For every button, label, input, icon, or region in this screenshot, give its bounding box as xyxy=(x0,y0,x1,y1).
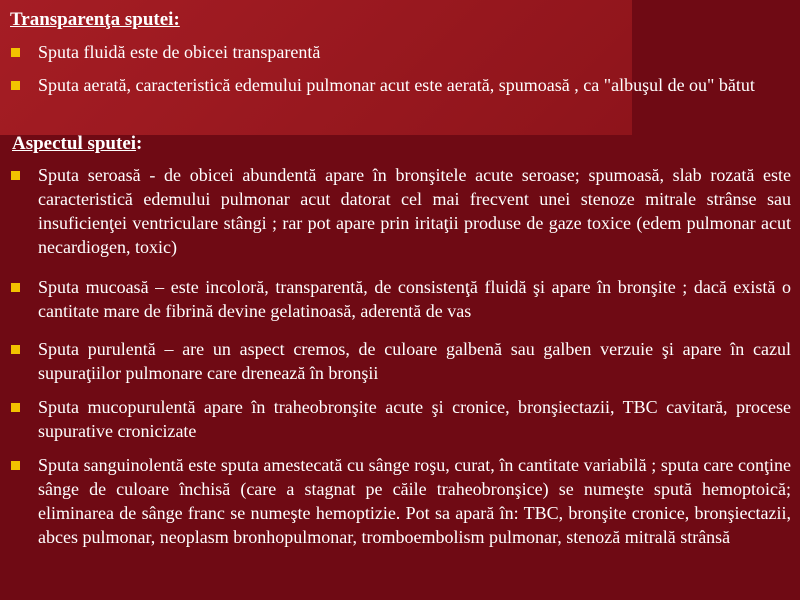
square-bullet-icon xyxy=(11,81,20,90)
item-text: Sputa seroasă - de obicei abundentă apare în bronşitele acute seroase; spumoasă, slab rozată este caracteristică edemului pulmonar acut datorat cel mai frecvent unei stenoze mitrale strânse sau insuficienţei ventriculare stângi ; rar pot apare prin iritaţii produse de gaze toxice (edem pulmonar acut necardiogen, toxic) xyxy=(38,165,791,257)
list-item xyxy=(11,395,791,443)
square-bullet-icon xyxy=(11,171,20,180)
list-item xyxy=(11,275,791,323)
square-bullet-icon xyxy=(11,283,20,292)
square-bullet-icon xyxy=(11,461,20,470)
list-item xyxy=(11,73,791,97)
item-text: Sputa aerată, caracteristică edemului pulmonar acut este aerată, spumoasă , ca "albuşul de ou" bătut xyxy=(38,75,755,95)
heading-aspect-text: Aspectul sputei xyxy=(12,133,137,154)
square-bullet-icon xyxy=(11,403,20,412)
list-item xyxy=(11,453,791,549)
list-item xyxy=(11,163,791,259)
item-text: Sputa fluidă este de obicei transparentă xyxy=(38,42,321,62)
heading-aspect-suffix: : xyxy=(136,133,143,154)
square-bullet-icon xyxy=(11,345,20,354)
item-text: Sputa purulentă – are un aspect cremos, de culoare galbenă sau galben verzuie şi apare în cazul supuraţiilor pulmonare care drenează în bronşii xyxy=(38,339,791,383)
heading-aspect xyxy=(12,133,142,155)
list-item xyxy=(11,40,791,64)
item-text: Sputa sanguinolentă este sputa amestecată cu sânge roşu, curat, în cantitate variabilă ; sputa care conţine sânge de culoare închisă (care a stagnat pe căile traheobronşice) se numeşte spută hemoptoică; eliminarea de sânge franc se numeşte hemoptizie. Pot sa apară în: TBC, bronşite cronice, bronşiectazii, abces pulmonar, neoplasm bronhopulmonar, tromboembolism pulmonar, stenoză mitrală strânsă xyxy=(38,455,791,547)
heading-transparency: Transparenţa sputei: xyxy=(10,9,180,30)
list-item xyxy=(11,337,791,385)
square-bullet-icon xyxy=(11,48,20,57)
item-text: Sputa mucopurulentă apare în traheobronşite acute şi cronice, bronşiectazii, TBC cavitară, procese supurative cronicizate xyxy=(38,397,791,441)
item-text: Sputa mucoasă – este incoloră, transparentă, de consistenţă fluidă şi apare în bronşite ; dacă există o cantitate mare de fibrină devine gelatinoasă, aderentă de vas xyxy=(38,277,791,321)
